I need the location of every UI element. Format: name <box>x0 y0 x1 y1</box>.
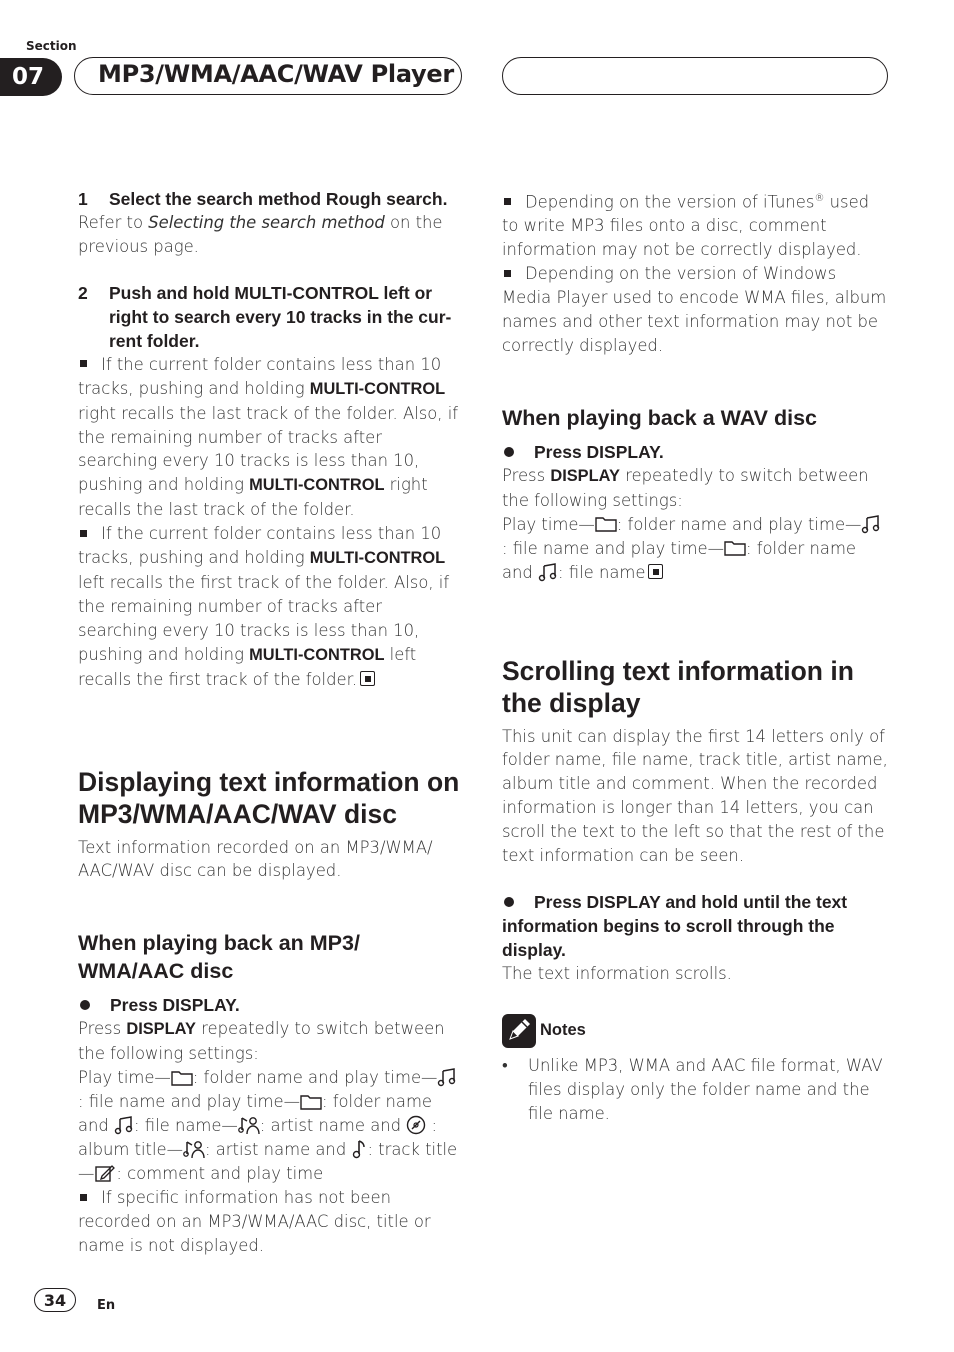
folder-icon <box>724 539 746 556</box>
artist-icon <box>183 1139 205 1159</box>
bullet-first-track: If the current folder contains less than 10 tracks, pushing and holding MULTI-CONTROL left recalls the first track of the folder. Also, if the remaining number of tracks after searching every 10 tracks is less than 10, pushing and holding MULTI-CONTROL left recalls the first track of the folder. <box>78 524 450 689</box>
bullet-windows-media: Depending on the version of Windows Media Player used to encode WMA files, album names and other text information may not be correctly displayed. <box>502 264 887 355</box>
heading-displaying-body: Text information recorded on an MP3/WMA/ AAC/WAV disc can be displayed. <box>78 837 433 881</box>
bullet-itunes: Depending on the version of iTunes® used to write MP3 files onto a disc, comment information may not be correctly displayed. <box>502 192 870 260</box>
section-number: 07 <box>0 58 62 96</box>
press-display-hold-step: Press DISPLAY and hold until the text information begins to scroll through the display. <box>502 891 848 960</box>
heading-wav: When playing back a WAV disc <box>502 405 818 430</box>
press-display-step: Press DISPLAY. <box>78 993 466 1017</box>
notes-header <box>502 1014 890 1048</box>
heading-scrolling-body: This unit can display the first 14 letters only of folder name, file name, track title, artist name, album title and comment. When the recorded information is longer than 14 letters, you can scroll the text to the left so that the rest of the text information can be seen. <box>502 726 888 866</box>
end-mark-icon <box>360 671 375 686</box>
step-1: 1 Select the search method Rough search. <box>78 189 448 209</box>
display-sequence: Play time— : folder name and play time— : file name and play time— : folder name and : file name— : artist name and : album title— : artist name and : track title — : comment and play time <box>78 1068 458 1184</box>
right-column <box>502 187 890 1126</box>
step-2: 2 Push and hold MULTI-CONTROL left or right to search every 10 tracks in the cur-rent folder. <box>78 282 452 351</box>
comment-icon <box>94 1163 116 1183</box>
header-empty-frame <box>502 57 888 95</box>
folder-icon <box>171 1069 193 1086</box>
press-display-body: Press DISPLAY repeatedly to switch between the following settings: <box>78 1019 445 1064</box>
music-note-icon <box>437 1067 457 1087</box>
music-note-icon <box>538 562 558 582</box>
press-display-body-wav: Press DISPLAY repeatedly to switch between the following settings: <box>502 465 869 510</box>
press-display-step-wav: Press DISPLAY. <box>502 440 890 464</box>
track-note-icon <box>351 1139 367 1159</box>
end-mark-icon <box>648 564 663 579</box>
language-label: En <box>97 1298 116 1313</box>
page-title: MP3/WMA/AAC/WAV Player <box>98 60 454 88</box>
section-label: Section <box>26 39 77 53</box>
album-disc-icon <box>406 1115 426 1135</box>
bullet-not-recorded: If specific information has not been recorded on an MP3/WMA/AAC disc, title or name is not displayed. <box>78 1188 431 1255</box>
notes-pencil-icon <box>502 1014 536 1048</box>
notes-label: Notes <box>540 1020 586 1039</box>
folder-icon <box>300 1093 322 1110</box>
note-item: • Unlike MP3, WMA and AAC file format, WAV files display only the folder name and the file name. <box>502 1055 883 1123</box>
press-display-hold-body: The text information scrolls. <box>502 963 732 983</box>
display-sequence-wav: Play time— : folder name and play time— : file name and play time— : folder name and : file name <box>502 513 890 585</box>
music-note-icon <box>114 1115 134 1135</box>
music-note-icon <box>861 514 881 534</box>
left-column <box>78 187 466 1258</box>
heading-displaying-text: Displaying text information on MP3/WMA/AAC/WAV disc <box>78 766 460 829</box>
bullet-last-track: If the current folder contains less than 10 tracks, pushing and holding MULTI-CONTROL right recalls the last track of the folder. Also, if the remaining number of tracks after searching every 10 tracks is less than 10, pushing and holding MULTI-CONTROL right recalls the last track of the folder. <box>78 354 459 520</box>
artist-icon <box>238 1115 260 1135</box>
heading-mp3-wma-aac: When playing back an MP3/ WMA/AAC disc <box>78 931 360 984</box>
page-number: 34 <box>34 1288 76 1312</box>
folder-icon <box>595 515 617 532</box>
heading-scrolling: Scrolling text information in the display <box>502 655 854 718</box>
step-1-body: Refer to Selecting the search method on the previous page. <box>78 213 443 256</box>
